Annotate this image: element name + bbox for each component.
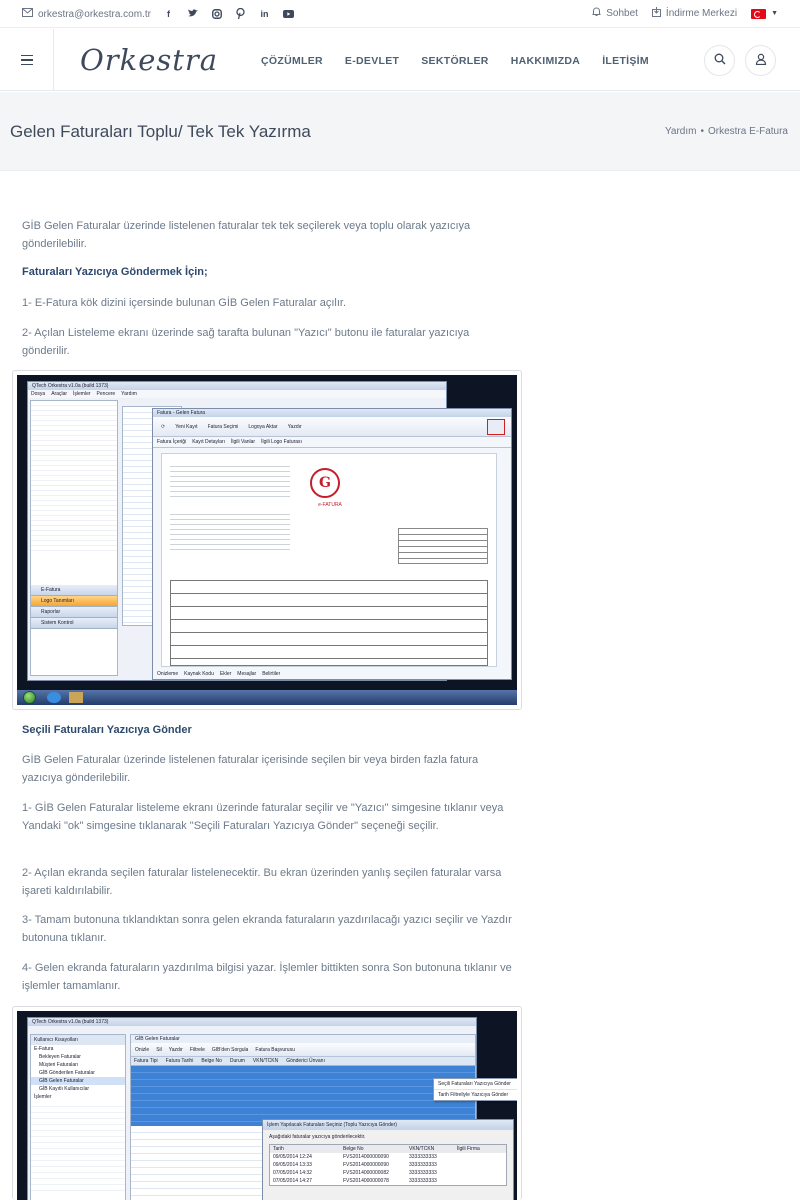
- nav-item-sektorler[interactable]: SEKTÖRLER: [421, 55, 489, 67]
- tab-related[interactable]: İlgili Vanlar: [230, 439, 256, 445]
- side-section: Sistem Kontrol: [31, 618, 117, 629]
- row-doc-no: FVS2014000000078: [343, 1178, 389, 1184]
- status-tab[interactable]: Önizleme: [157, 671, 179, 677]
- app-window-title: QTech Orkestra v1.0a (build 1373): [28, 382, 446, 390]
- receiver-block: [170, 510, 290, 550]
- intro-paragraph: GİB Gelen Faturalar üzerinde listelenen faturalar tek tek seçilerek veya toplu olarak yazıcıya gönderilebilir.: [22, 220, 471, 250]
- search-button[interactable]: [704, 45, 735, 76]
- body-paragraph: GİB Gelen Faturalar üzerinde listelenen faturalar içerisinde seçilen bir veya birden fazla fatura yazıcıya gönderilebilir.: [22, 754, 479, 784]
- top-bar: [0, 0, 800, 28]
- tab-invoice-content[interactable]: Fatura İçeriği: [157, 439, 187, 445]
- invoice-document: [161, 453, 497, 667]
- nav-item-iletisim[interactable]: İLETİŞİM: [602, 55, 649, 67]
- step-paragraph: 3- Tamam butonuna tıklandıktan sonra gelen ekranda faturaların yazdırılacağı yazıcı seçilir ve Yazdır butonuna tıklanır.: [22, 914, 512, 944]
- sender-block: [170, 462, 290, 498]
- gib-logo-icon: G: [310, 468, 340, 498]
- youtube-icon[interactable]: [282, 7, 295, 20]
- windows-taskbar: [17, 690, 517, 705]
- step-paragraph: 1- GİB Gelen Faturalar listeleme ekranı üzerinde faturalar seçilir ve "Yazıcı" simgesine tıklanır veya Yandaki "ok" simgesine tıklanarak "Seçili Faturaları Yazıcıya Gönder" seçeneği seçilir.: [22, 802, 504, 832]
- side-section: E-Fatura: [31, 585, 117, 596]
- hamburger-line: [21, 59, 33, 61]
- side-section: Raporlar: [31, 607, 117, 618]
- start-icon[interactable]: [23, 691, 36, 704]
- tree-item[interactable]: Bekleyen Faturalar: [39, 1054, 81, 1060]
- side-sections: [31, 585, 117, 629]
- nav-item-e-devlet[interactable]: E-DEVLET: [344, 55, 400, 67]
- dialog-message: Aşağıdaki faturalar yazıcıya gönderilecektir.: [269, 1134, 366, 1140]
- caret-down-icon: ▼: [771, 10, 778, 17]
- toolbar-query-button[interactable]: GİB'den Sorgula: [211, 1046, 249, 1053]
- print-dropdown-menu: [433, 1078, 517, 1101]
- nav-item-cozumler[interactable]: ÇÖZÜMLER: [261, 55, 323, 67]
- menu-toggle-button[interactable]: [0, 29, 54, 91]
- app-menu: [28, 390, 446, 398]
- menu-item: Dosya: [31, 391, 46, 397]
- side-section: Logo Tanımları: [31, 596, 117, 607]
- toolbar-preview-button[interactable]: Önizle: [135, 1046, 150, 1053]
- tree-item[interactable]: İşlemler: [34, 1094, 52, 1100]
- twitter-icon[interactable]: [186, 7, 199, 20]
- row-date: 07/05/2014 14:32: [273, 1170, 312, 1176]
- step-paragraph: 4- Gelen ekranda faturaların yazdırılma bilgisi yazar. İşlemler bittikten sonra Son butonuna tıklanır ve işlemler tamamlanır.: [22, 962, 512, 992]
- navigation-tree: [30, 1034, 126, 1200]
- tab-record-details[interactable]: Kayıt Detayları: [192, 439, 225, 445]
- invoice-tabs: [153, 437, 511, 448]
- chat-link[interactable]: [592, 7, 638, 20]
- row-vkn: 3333333333: [409, 1170, 437, 1176]
- toolbar-print-button[interactable]: Yazdır: [168, 1046, 183, 1053]
- tree-item[interactable]: Müşteri Faturaları: [39, 1062, 79, 1068]
- menu-item: Yardım: [121, 391, 137, 397]
- list-toolbar: [131, 1043, 475, 1057]
- dialog-table-header: [270, 1145, 506, 1153]
- pinterest-icon[interactable]: [234, 7, 247, 20]
- row-vkn: 3333333333: [409, 1178, 437, 1184]
- tab-logo-invoice[interactable]: İlgili Logo Faturası: [261, 439, 302, 445]
- main-nav: [261, 55, 649, 67]
- table-row[interactable]: [270, 1177, 506, 1185]
- row-date: 09/05/2014 13:33: [273, 1162, 312, 1168]
- row-date: 07/05/2014 14:27: [273, 1178, 312, 1184]
- download-center-link[interactable]: [652, 7, 737, 20]
- row-date: 09/05/2014 12:24: [273, 1154, 312, 1160]
- tree-item-selected[interactable]: GİB Gelen Faturalar: [31, 1077, 125, 1085]
- dialog-invoice-table: [269, 1144, 507, 1186]
- tree-item[interactable]: E-Fatura: [34, 1046, 54, 1052]
- list-header: [131, 1057, 475, 1066]
- invoice-toolbar: [153, 417, 511, 437]
- breadcrumb: [665, 126, 788, 137]
- toolbar-export-button[interactable]: Logoya Aktar: [248, 423, 278, 430]
- column-header[interactable]: Fatura Tarihi: [165, 1058, 194, 1064]
- user-icon: [755, 52, 767, 70]
- toolbar-filter-button[interactable]: Filtrele: [189, 1046, 205, 1053]
- hamburger-line: [21, 64, 33, 66]
- instagram-icon[interactable]: [210, 7, 223, 20]
- status-tab[interactable]: Ekler: [219, 671, 232, 677]
- download-label: İndirme Merkezi: [665, 8, 738, 19]
- status-tabs: [157, 671, 280, 677]
- printer-icon-highlight[interactable]: [487, 419, 505, 435]
- bell-icon: [592, 7, 601, 20]
- screenshot-canvas: [17, 375, 517, 705]
- status-tab[interactable]: Kaynak Kodu: [184, 671, 214, 677]
- column-header[interactable]: VKN/TCKN: [252, 1058, 279, 1064]
- user-button[interactable]: [745, 45, 776, 76]
- toolbar-print-button[interactable]: Yazdır: [287, 423, 302, 430]
- toolbar-select-button[interactable]: Fatura Seçimi: [207, 423, 239, 430]
- column-header[interactable]: Gönderici Ünvanı: [286, 1058, 325, 1064]
- row-vkn: 3333333333: [409, 1162, 437, 1168]
- nav-item-hakkimizda[interactable]: HAKKIMIZDA: [510, 55, 581, 67]
- print-selection-dialog: [262, 1119, 514, 1200]
- site-logo[interactable]: Orkestra: [80, 43, 219, 77]
- step-paragraph: 2- Açılan Listeleme ekranı üzerinde sağ tarafta bulunan "Yazıcı" butonu ile faturalar yazıcıya gönderilir.: [22, 327, 470, 357]
- tree-more-items: [31, 1101, 125, 1191]
- dialog-title: İşlem Yapılacak Faturaları Seçiniz (Toplu Yazıcıya Gönder): [263, 1120, 513, 1130]
- toolbar-delete-button[interactable]: Sil: [156, 1046, 162, 1053]
- main-header: [0, 29, 800, 91]
- app-window-title: QTech Orkestra v1.0a (build 1373): [28, 1018, 476, 1026]
- row-vkn: 3333333333: [409, 1154, 437, 1160]
- section-heading-selected: Seçili Faturaları Yazıcıya Gönder: [22, 724, 192, 736]
- email-text: orkestra@orkestra.com.tr: [38, 8, 151, 20]
- column-header: Tarih: [273, 1146, 284, 1152]
- envelope-icon: [22, 8, 33, 20]
- column-header: İlgili Firma: [457, 1146, 480, 1152]
- efatura-caption: e-FATURA: [318, 502, 342, 508]
- hamburger-icon: [21, 55, 33, 57]
- list-title: GİB Gelen Faturalar: [131, 1035, 475, 1043]
- status-tab[interactable]: Mesajlar: [237, 671, 257, 677]
- screenshot-selected-print: [12, 1006, 522, 1200]
- step-paragraph: 2- Açılan ekranda seçilen faturalar listelenecektir. Bu ekran üzerinden yanlış seçilen faturalar varsa işareti kaldırılabilir.: [22, 867, 502, 897]
- menu-item: Pencere: [96, 391, 116, 397]
- navigation-panel: [30, 400, 118, 676]
- step-paragraph: 1- E-Fatura kök dizini içersinde bulunan GİB Gelen Faturalar açılır.: [22, 297, 347, 309]
- section-heading-print: Faturaları Yazıcıya Göndermek İçin;: [22, 266, 208, 278]
- toolbar-apply-button[interactable]: Fatura Başvurusu: [255, 1046, 295, 1053]
- toolbar-refresh-icon[interactable]: ⟳: [161, 423, 166, 430]
- chat-label: Sohbet: [606, 8, 638, 19]
- email-link[interactable]: [22, 8, 151, 20]
- menu-item: Araçlar: [51, 391, 68, 397]
- download-icon: [652, 7, 661, 20]
- tree-item[interactable]: GİB Kayıtlı Kullanıcılar: [39, 1086, 90, 1092]
- status-tab[interactable]: Belirtiler: [262, 671, 281, 677]
- menu-item-print-selected[interactable]: Seçili Faturaları Yazıcıya Gönder: [434, 1079, 517, 1090]
- menu-item-print-date-filter[interactable]: Tarih Filtreliyle Yazıcıya Gönder: [438, 1092, 509, 1098]
- column-header[interactable]: Fatura Tipi: [134, 1058, 158, 1064]
- linkedin-icon[interactable]: in: [260, 8, 269, 19]
- tree-list: [31, 401, 117, 551]
- row-doc-no: FVS2014000000090: [343, 1162, 389, 1168]
- tree-item[interactable]: GİB Gönderilen Faturalar: [39, 1070, 95, 1076]
- language-selector[interactable]: [751, 9, 778, 19]
- column-header[interactable]: Belge No: [201, 1058, 222, 1064]
- invoice-window-title: Fatura - Gelen Fatura: [153, 409, 511, 417]
- toolbar-new-button[interactable]: Yeni Kayıt: [175, 423, 198, 430]
- column-header: VKN/TCKN: [409, 1146, 435, 1152]
- column-header: Belge No: [343, 1146, 364, 1152]
- search-icon: [714, 52, 726, 70]
- breadcrumb-item-yardim[interactable]: Yardım: [664, 126, 697, 137]
- breadcrumb-item-orkestra-e-fatura[interactable]: Orkestra E-Fatura: [707, 126, 788, 137]
- screenshot-canvas: [17, 1011, 517, 1200]
- column-header[interactable]: Durum: [229, 1058, 245, 1064]
- browser-icon[interactable]: [47, 692, 61, 703]
- invoice-lines-table: [170, 580, 488, 666]
- tree-header: Kullanıcı Kısayolları: [31, 1035, 125, 1045]
- row-doc-no: FVS2014000000090: [343, 1154, 389, 1160]
- selected-rows[interactable]: [131, 1066, 475, 1126]
- table-row[interactable]: [270, 1153, 506, 1161]
- app-icon[interactable]: [69, 692, 83, 703]
- screenshot-invoice-print: [12, 370, 522, 710]
- row-doc-no: FVS2014000000082: [343, 1170, 389, 1176]
- page-title: Gelen Faturaları Toplu/ Tek Tek Yazırma: [10, 122, 311, 141]
- invoice-info-table: [398, 528, 488, 564]
- table-row[interactable]: [270, 1161, 506, 1169]
- invoice-window: [152, 408, 512, 680]
- menu-item: İşlemler: [73, 391, 91, 397]
- facebook-icon[interactable]: f: [167, 8, 170, 19]
- table-row[interactable]: [270, 1169, 506, 1177]
- breadcrumb-separator: •: [700, 126, 704, 137]
- social-links: [162, 7, 295, 20]
- turkey-flag-icon: [751, 9, 766, 19]
